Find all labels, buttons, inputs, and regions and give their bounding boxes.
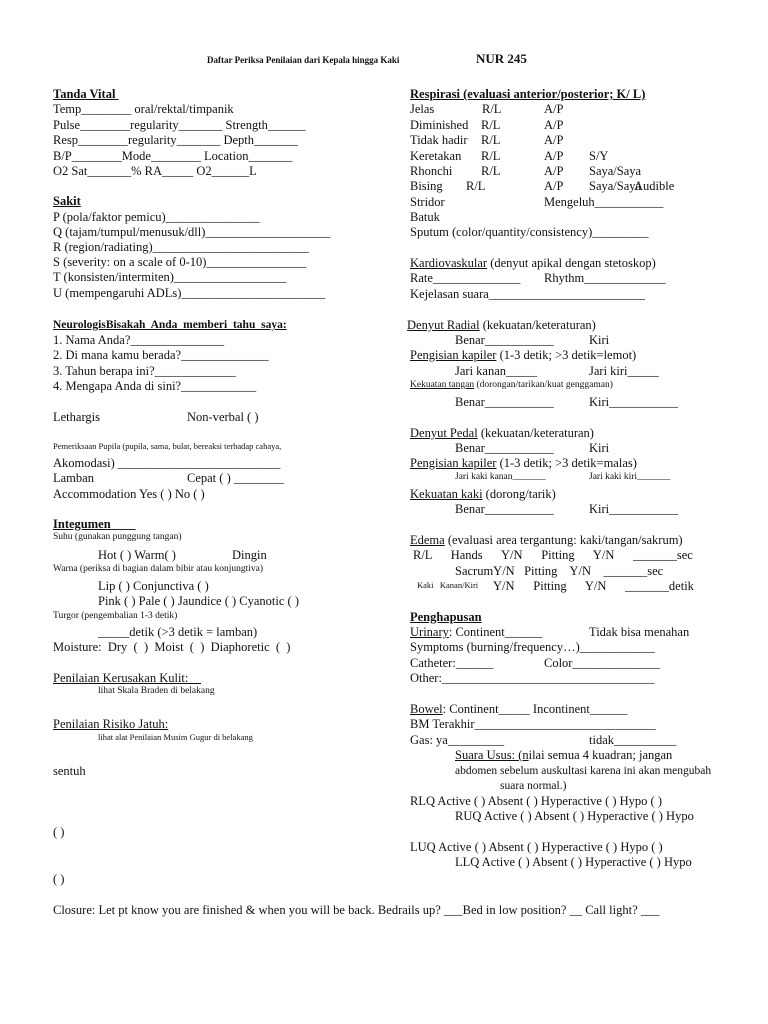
rate-line: Rate______________	[410, 271, 521, 285]
sentuh-label: sentuh	[53, 764, 86, 778]
temp-line: Temp________ oral/rektal/timpanik	[53, 102, 234, 116]
abdomen-note: abdomen sebelum auskultasi karena ini akan mengubah	[455, 765, 712, 777]
radial-heading: Denyut Radial (kekuatan/keteraturan)	[407, 318, 596, 332]
pain-r: R (region/radiating)_________________________	[53, 240, 309, 254]
accommodation-line: Accommodation Yes ( ) No ( )	[53, 487, 205, 501]
resp-line: Resp________regularity_______ Depth_______	[53, 133, 298, 147]
rhythm-line: Rhythm_____________	[544, 271, 666, 285]
course-code: NUR 245	[476, 51, 527, 66]
jari-kanan-line: Jari kanan_____	[455, 364, 538, 378]
tangan-benar: Benar___________	[455, 395, 554, 409]
jari-kiri-line: Jari kiri_____	[589, 364, 659, 378]
neuro-q4: 4. Mengapa Anda di sini?____________	[53, 379, 257, 393]
gas-tidak: tidak__________	[589, 733, 677, 747]
kaki-kiri: Kiri___________	[589, 502, 678, 516]
form-title: Daftar Periksa Penilaian dari Kepala hingga Kaki	[207, 55, 400, 65]
llq-line: LLQ Active ( ) Absent ( ) Hyperactive ( ) Hypo	[455, 855, 692, 869]
moisture-options: Moisture: Dry ( ) Moist ( ) Diaphoretic ( )	[53, 640, 291, 654]
batuk-label: Batuk	[410, 210, 440, 224]
dingin-option: Dingin	[232, 548, 267, 562]
edema-hands-row: R/L Hands Y/N Pitting Y/N _______sec	[413, 548, 693, 562]
bowel-sounds-note: Suara Usus: (nilai semua 4 kuadran; jangan	[455, 748, 673, 762]
pain-s: S (severity: on a scale of 0-10)________________	[53, 255, 307, 269]
o2-line: O2 Sat_______% RA_____ O2______L	[53, 164, 257, 178]
pain-p: P (pola/faktor pemicu)_______________	[53, 210, 260, 224]
stridor-label: Stridor	[410, 195, 445, 209]
radial-kiri: Kiri	[589, 333, 610, 347]
lamban-label: Lamban	[53, 471, 94, 485]
braden-note: lihat Skala Braden di belakang	[98, 686, 215, 696]
radial-benar: Benar___________	[455, 333, 554, 347]
edema-sacrum-row: SacrumY/N Pitting Y/N _______sec	[455, 564, 664, 578]
hot-warm-options: Hot ( ) Warm( )	[98, 548, 176, 562]
suhu-note: Suhu (gunakan punggung tangan)	[53, 532, 182, 542]
radial-pengisian: Pengisian kapiler (1-3 detik; >3 detik=lemot)	[410, 348, 637, 362]
luq-line: LUQ Active ( ) Absent ( ) Hyperactive ( ) Hypo ( )	[410, 840, 663, 854]
warna-note: Warna (periksa di bagian dalam bibir atau konjungtiva)	[53, 564, 264, 574]
lethargic-label: Lethargis	[53, 410, 100, 424]
color-options: Pink ( ) Pale ( ) Jaundice ( ) Cyanotic ( )	[98, 594, 299, 608]
kekuatan-tangan: Kekuatan tangan (dorongan/tarikan/kuat genggaman)	[410, 380, 613, 390]
closure-line: Closure: Let pt know you are finished & when you will be back. Bedrails up? ___Bed in low position? __ Call light? ___	[53, 903, 660, 917]
akomodasi-line: Akomodasi) __________________________	[53, 456, 281, 470]
pedal-benar: Benar___________	[455, 441, 554, 455]
other-line: Other:__________________________________	[410, 671, 655, 685]
turgor-note: Turgor (pengembalian 1-3 detik)	[53, 611, 178, 621]
pedal-heading: Denyut Pedal (kekuatan/keteraturan)	[410, 426, 594, 440]
integumen-heading: Integumen____	[53, 517, 136, 531]
kaki-benar: Benar___________	[455, 502, 554, 516]
pupil-exam: Pemeriksaan Pupila (pupila, sama, bulat, bereaksi terhadap cahaya,	[53, 441, 282, 451]
skin-heading: Penilaian Kerusakan Kulit:__	[53, 671, 201, 685]
neuro-q3: 3. Tahun berapa ini?_____________	[53, 364, 236, 378]
rlq-line: RLQ Active ( ) Absent ( ) Hyperactive ( ) Hypo ( )	[410, 794, 663, 808]
kekuatan-kaki: Kekuatan kaki (dorong/tarik)	[410, 487, 556, 501]
audible-label: Audible	[634, 179, 675, 193]
symptoms-line: Symptoms (burning/frequency…)____________	[410, 640, 655, 654]
gas-line: Gas: ya_________	[410, 733, 505, 747]
pain-u: U (mempengaruhi ADLs)_______________________	[53, 286, 326, 300]
ruq-line: RUQ Active ( ) Absent ( ) Hyperactive ( ) Hypo	[455, 809, 694, 823]
bp-line: B/P________Mode________ Location_______	[53, 149, 293, 163]
catheter-line: Catheter:______	[410, 656, 494, 670]
cardio-heading: Kardiovaskular (denyut apikal dengan stetoskop)	[410, 256, 656, 270]
pain-q: Q (tajam/tumpul/menusuk/dll)____________________	[53, 225, 331, 239]
normal-note: suara normal.)	[500, 780, 567, 792]
respiration-heading: Respirasi (evaluasi anterior/posterior; K/ L)	[410, 87, 646, 101]
vital-signs-heading: Tanda Vital	[53, 87, 116, 101]
color-line: Color______________	[544, 656, 660, 670]
tangan-kiri: Kiri___________	[589, 395, 678, 409]
bm-line: BM Terakhir_____________________________	[410, 717, 656, 731]
jari-kaki-kiri: Jari kaki kiri_______	[589, 472, 671, 482]
mengeluh-line: Mengeluh___________	[544, 195, 664, 209]
lip-options: Lip ( ) Conjunctiva ( )	[98, 579, 209, 593]
paren-1: ( )	[53, 825, 65, 839]
pedal-pengisian: Pengisian kapiler (1-3 detik; >3 detik=malas)	[410, 456, 637, 470]
turgor-detik: _____detik (>3 detik = lamban)	[98, 625, 258, 639]
neuro-q2: 2. Di mana kamu berada?______________	[53, 348, 269, 362]
pedal-kiri: Kiri	[589, 441, 610, 455]
fall-note: lihat alat Penilaian Musim Gugur di belakang	[98, 732, 253, 742]
pain-heading: Sakit	[53, 194, 81, 208]
pain-t: T (konsisten/intermiten)__________________	[53, 270, 287, 284]
paren-2: ( )	[53, 872, 65, 886]
pulse-line: Pulse________regularity_______ Strength______	[53, 118, 306, 132]
kejelasan-line: Kejelasan suara_________________________	[410, 287, 646, 301]
nonverbal-label: Non-verbal ( )	[187, 410, 259, 424]
edema-kaki-row: Y/N Pitting Y/N _______detik	[493, 579, 694, 593]
incontinent-label: Tidak bisa menahan	[589, 625, 690, 639]
jari-kaki-kanan: Jari kaki kanan_______	[455, 472, 546, 482]
elimination-heading: Penghapusan	[410, 610, 482, 624]
edema-kaki-label: Kaki Kanan/Kiri	[417, 580, 479, 590]
neuro-q1: 1. Nama Anda?_______________	[53, 333, 225, 347]
edema-heading: Edema (evaluasi area tergantung: kaki/tangan/sakrum)	[410, 533, 683, 547]
fall-heading: Penilaian Risiko Jatuh:	[53, 717, 169, 731]
urinary-line: Urinary: Continent______	[410, 625, 543, 639]
neuro-heading: NeurologisBisakah Anda memberi tahu saya:	[53, 319, 287, 331]
bowel-line: Bowel: Continent_____ Incontinent______	[410, 702, 628, 716]
cepat-label: Cepat ( ) ________	[187, 471, 284, 485]
sputum-line: Sputum (color/quantity/consistency)_________	[410, 225, 649, 239]
